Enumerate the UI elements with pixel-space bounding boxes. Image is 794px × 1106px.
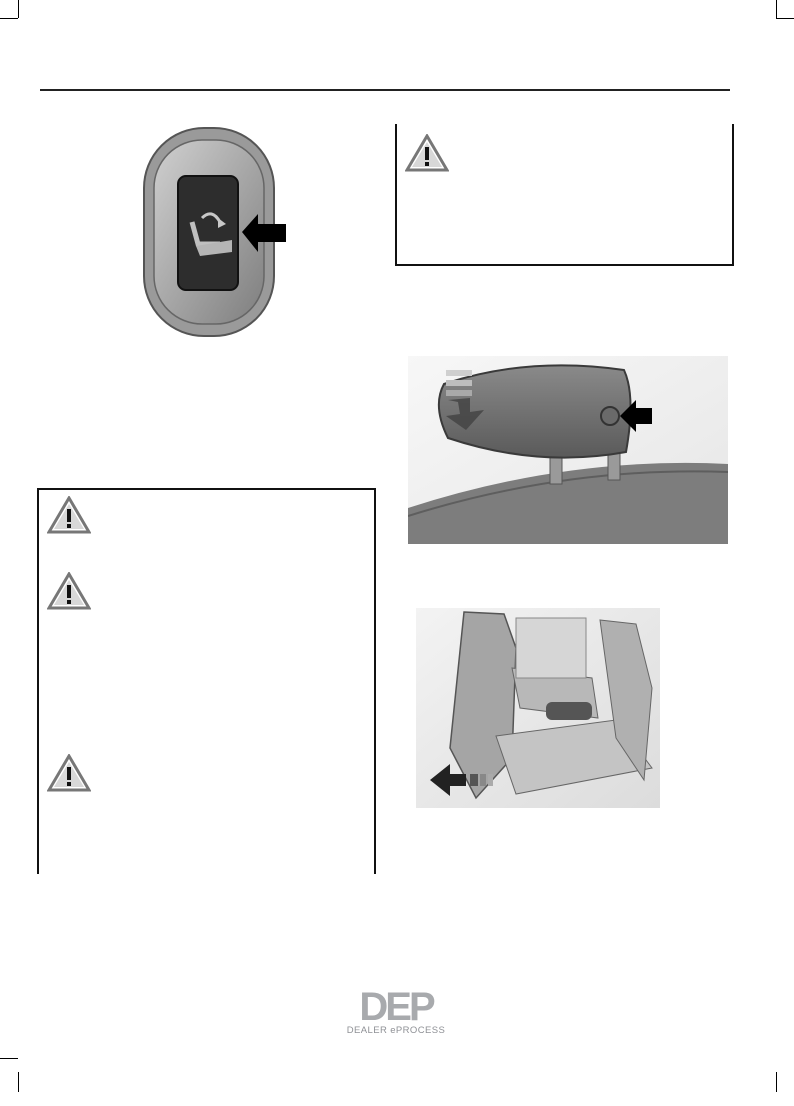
crop-mark (0, 1058, 18, 1059)
warning-box (395, 124, 734, 266)
warning-triangle-icon (47, 572, 91, 610)
logo-mark: DEP (359, 985, 433, 1029)
logo-subtitle: DEALER ePROCESS (346, 1025, 446, 1036)
crop-mark (18, 0, 19, 18)
crop-mark (776, 0, 777, 18)
dealer-eprocess-logo (340, 985, 452, 1038)
warning-triangle-icon (47, 754, 91, 792)
crop-mark (0, 18, 18, 19)
warning-triangle-icon (405, 134, 449, 172)
head-restraint-figure (408, 356, 728, 544)
header-rule (40, 89, 730, 91)
seat-button-figure (140, 126, 290, 340)
seat-slide-figure (416, 608, 660, 808)
crop-mark (776, 1072, 777, 1092)
crop-mark (776, 18, 794, 19)
warning-triangle-icon (47, 496, 91, 534)
crop-mark (18, 1072, 19, 1092)
warning-box (37, 488, 376, 874)
